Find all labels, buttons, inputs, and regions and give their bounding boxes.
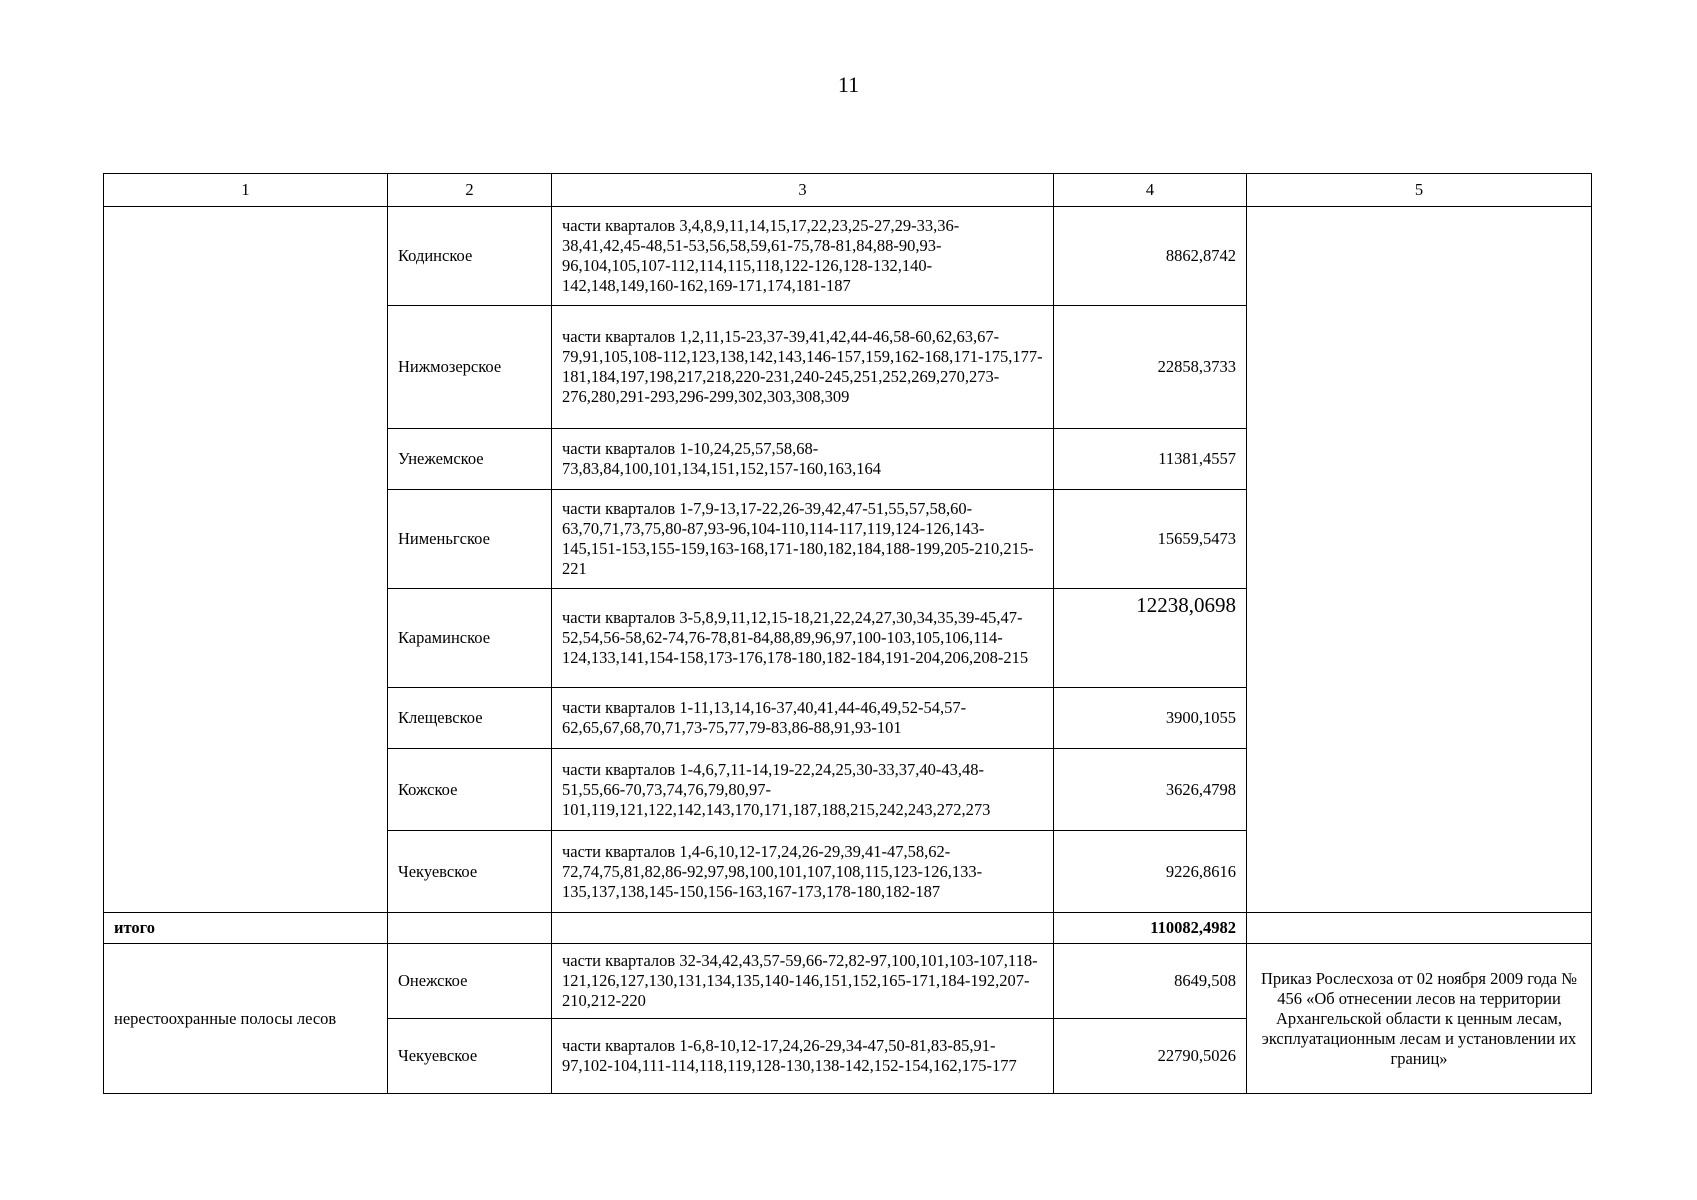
header-cell-4: 4 (1054, 174, 1247, 207)
area-cell: 22790,5026 (1054, 1019, 1247, 1094)
quarters-cell: части кварталов 1-6,8-10,12-17,24,26-29,34-47,50-81,83-85,91-97,102-104,111-114,118,119,128-130,138-142,152-154,162,175-177 (552, 1019, 1054, 1094)
forestry-name: Кодинское (388, 207, 552, 306)
area-cell: 8862,8742 (1054, 207, 1247, 306)
total-label: итого (104, 913, 388, 944)
quarters-cell: части кварталов 32-34,42,43,57-59,66-72,82-97,100,101,103-107,118-121,126,127,130,131,134,135,140-146,151,152,165-171,184-192,207-210,212-220 (552, 944, 1054, 1019)
header-cell-1: 1 (104, 174, 388, 207)
page-number: 11 (837, 72, 860, 97)
legal-basis-note: Приказ Рослесхоза от 02 ноября 2009 года № 456 «Об отнесении лесов на территории Архангельской области к ценным лесам, эксплуатационным лесам и установлении их границ» (1247, 944, 1592, 1094)
area-cell: 12238,0698 (1054, 589, 1247, 688)
total-empty-cell (552, 913, 1054, 944)
legal-basis-cell (1247, 207, 1592, 913)
forestry-name: Чекуевское (388, 1019, 552, 1094)
quarters-cell: части кварталов 1,4-6,10,12-17,24,26-29,39,41-47,58,62-72,74,75,81,82,86-92,97,98,100,101,107,108,115,123-126,133-135,137,138,145-150,156-163,167-173,178-180,182-187 (552, 831, 1054, 913)
forestry-name: Нижмозерское (388, 306, 552, 429)
forest-table (103, 173, 1592, 1094)
header-row (104, 174, 1592, 207)
quarters-cell: части кварталов 1,2,11,15-23,37-39,41,42,44-46,58-60,62,63,67-79,91,105,108-112,123,138,142,143,146-157,159,162-168,171-175,177-181,184,197,198,217,218,220-231,240-245,251,252,269,270,273-276,280,291-293,296-299,302,303,308,309 (552, 306, 1054, 429)
section-label: нерестоохранные полосы лесов (104, 944, 388, 1094)
header-cell-2: 2 (388, 174, 552, 207)
forestry-name: Караминское (388, 589, 552, 688)
forestry-name: Кожское (388, 749, 552, 831)
table-row (104, 207, 1592, 306)
area-cell: 15659,5473 (1054, 490, 1247, 589)
header-cell-3: 3 (552, 174, 1054, 207)
forestry-name: Унежемское (388, 429, 552, 490)
area-cell: 8649,508 (1054, 944, 1247, 1019)
area-cell: 11381,4557 (1054, 429, 1247, 490)
quarters-cell: части кварталов 1-7,9-13,17-22,26-39,42,47-51,55,57,58,60-63,70,71,73,75,80-87,93-96,104-110,114-117,119,124-126,143-145,151-153,155-159,163-168,171-180,182,184,188-199,205-210,215-221 (552, 490, 1054, 589)
quarters-cell: части кварталов 1-4,6,7,11-14,19-22,24,25,30-33,37,40-43,48-51,55,66-70,73,74,76,79,80,97-101,119,121,122,142,143,170,171,187,188,215,242,243,272,273 (552, 749, 1054, 831)
area-cell: 22858,3733 (1054, 306, 1247, 429)
category-cell (104, 207, 388, 913)
area-cell: 3626,4798 (1054, 749, 1247, 831)
header-cell-5: 5 (1247, 174, 1592, 207)
forestry-name: Нименьгское (388, 490, 552, 589)
area-cell: 3900,1055 (1054, 688, 1247, 749)
forestry-name: Онежское (388, 944, 552, 1019)
area-cell: 9226,8616 (1054, 831, 1247, 913)
quarters-cell: части кварталов 1-10,24,25,57,58,68-73,83,84,100,101,134,151,152,157-160,163,164 (552, 429, 1054, 490)
total-empty-cell (388, 913, 552, 944)
total-empty-cell (1247, 913, 1592, 944)
total-area: 110082,4982 (1054, 913, 1247, 944)
quarters-cell: части кварталов 1-11,13,14,16-37,40,41,44-46,49,52-54,57-62,65,67,68,70,71,73-75,77,79-83,86-88,91,93-101 (552, 688, 1054, 749)
quarters-cell: части кварталов 3-5,8,9,11,12,15-18,21,22,24,27,30,34,35,39-45,47-52,54,56-58,62-74,76-78,81-84,88,89,96,97,100-103,105,106,114-124,133,141,154-158,173-176,178-180,182-184,191-204,206,208-215 (552, 589, 1054, 688)
forestry-name: Чекуевское (388, 831, 552, 913)
quarters-cell: части кварталов 3,4,8,9,11,14,15,17,22,23,25-27,29-33,36-38,41,42,45-48,51-53,56,58,59,61-75,78-81,84,88-90,93-96,104,105,107-112,114,115,118,122-126,128-132,140-142,148,149,160-162,169-171,174,181-187 (552, 207, 1054, 306)
table-row (104, 944, 1592, 1019)
forestry-name: Клещевское (388, 688, 552, 749)
total-row (104, 913, 1592, 944)
